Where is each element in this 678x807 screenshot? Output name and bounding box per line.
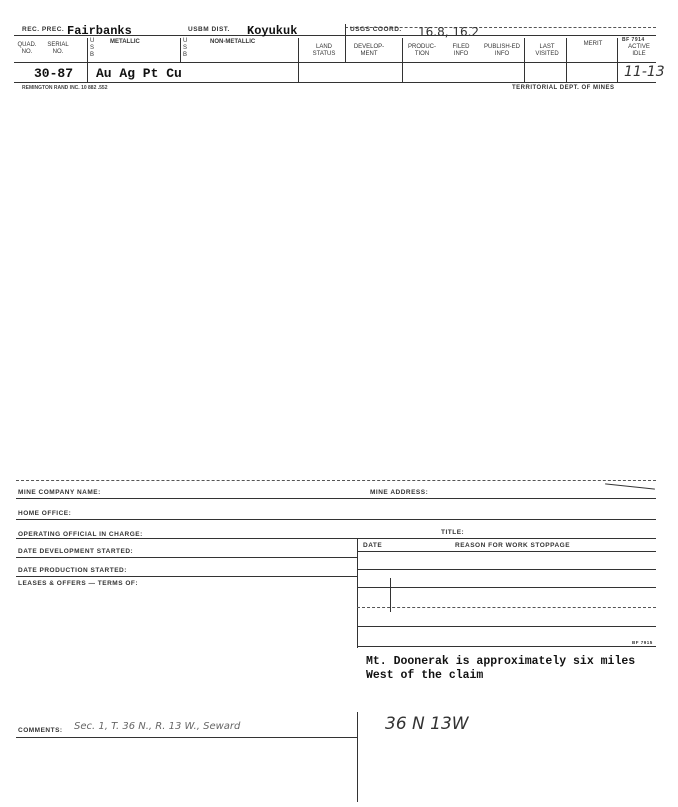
filed-info-header: FILED INFO xyxy=(452,44,470,57)
serial-no-header: SERIAL NO. xyxy=(47,42,69,55)
reason-label: REASON FOR WORK STOPPAGE xyxy=(455,542,571,549)
form-number-bottom: BF 7915 xyxy=(632,640,653,645)
metallic-header: METALLIC xyxy=(110,39,140,45)
quad-serial-value: 30-87 xyxy=(34,66,74,81)
usgs-coord-value: 16.8, 16.2 xyxy=(418,25,480,39)
non-metallic-header: NON-METALLIC xyxy=(210,39,256,45)
note-line-1: Mt. Doonerak is approximately six miles xyxy=(366,655,636,668)
active-idle-value: 11-13 xyxy=(624,64,665,80)
development-header: DEVELOP-MENT xyxy=(353,44,385,57)
leases-label: LEASES & OFFERS — TERMS OF: xyxy=(18,580,139,587)
comments-value: Sec. 1, T. 36 N., R. 13 W., Seward xyxy=(74,721,241,732)
mine-company-label: MINE COMPANY NAME: xyxy=(18,489,101,496)
comments-label: COMMENTS: xyxy=(18,727,63,734)
date-label: DATE xyxy=(363,542,383,549)
quad-no-header: QUAD. NO. xyxy=(17,42,37,55)
home-office-label: HOME OFFICE: xyxy=(18,510,72,517)
land-status-header: LAND STATUS xyxy=(312,44,336,57)
form-number-top: BF 7914 xyxy=(622,37,645,43)
title-label: TITLE: xyxy=(441,529,465,536)
metallic-value: Au Ag Pt Cu xyxy=(96,66,182,81)
handwritten-coords: 36 N 13W xyxy=(385,714,469,734)
mine-address-label: MINE ADDRESS: xyxy=(370,489,429,496)
top-card-footer-left: REMINGTON RAND INC. 10 882 .552 xyxy=(22,85,108,91)
usb-mark-nonmetallic: U S B xyxy=(183,38,188,58)
usgs-coord-label: USGS COORD. xyxy=(350,26,402,33)
usb-mark-metallic: U S B xyxy=(90,38,95,58)
active-idle-header: ACTIVE IDLE xyxy=(628,44,650,57)
published-info-header: PUBLISH-ED INFO xyxy=(483,44,520,57)
rec-prec-value: Fairbanks xyxy=(67,24,132,38)
note-line-2: West of the claim xyxy=(366,669,484,682)
usbm-dist-value: Koyukuk xyxy=(247,24,298,38)
last-visited-header: LAST VISITED xyxy=(535,44,559,57)
usbm-dist-label: USBM DIST. xyxy=(188,26,230,33)
rec-prec-label: REC. PREC. xyxy=(22,26,65,33)
date-development-label: DATE DEVELOPMENT STARTED: xyxy=(18,548,134,555)
date-production-label: DATE PRODUCTION STARTED: xyxy=(18,567,127,574)
top-card-footer-right: TERRITORIAL DEPT. OF MINES xyxy=(512,85,615,91)
production-header: PRODUC-TION xyxy=(408,44,436,57)
merit-header: MERIT xyxy=(583,41,603,47)
operating-official-label: OPERATING OFFICIAL IN CHARGE: xyxy=(18,531,143,538)
